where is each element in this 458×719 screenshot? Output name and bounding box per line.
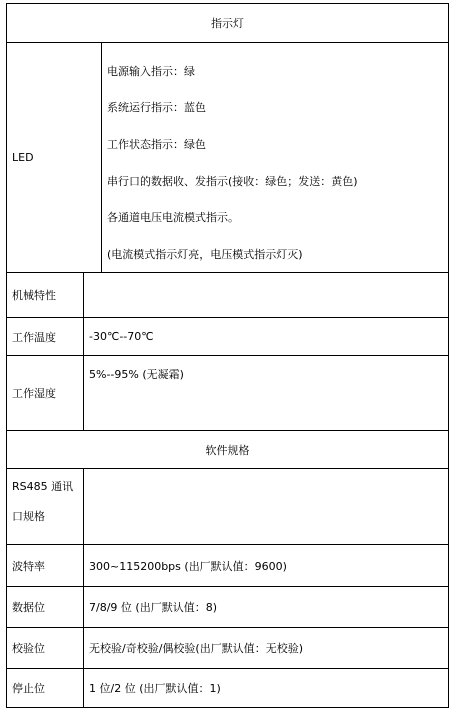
indicator-header-row: [7, 4, 448, 43]
spec-table: [6, 3, 449, 708]
led-label: LED: [7, 43, 102, 272]
stopbits-row: [7, 669, 448, 707]
humidity-value: 5%--95% (无凝霜): [89, 368, 184, 381]
led-channel-indicator: 各通道电压电流模式指示。: [107, 211, 239, 224]
software-section-title: 软件规格: [205, 443, 250, 457]
rs485-value: [84, 469, 448, 544]
led-mode-note: (电流模式指示灯亮，电压模式指示灯灭): [107, 248, 303, 261]
rs485-label-line1: RS485 通讯: [12, 480, 74, 493]
mechanical-row: [7, 273, 448, 318]
databits-label: 数据位: [7, 587, 84, 627]
temperature-row: [7, 318, 448, 356]
temperature-value: -30℃--70℃: [89, 330, 154, 343]
baud-value: 300~115200bps (出厂默认值：9600): [89, 559, 287, 573]
led-value-cell: [102, 43, 448, 272]
mechanical-value: [84, 273, 448, 317]
parity-value: 无校验/奇校验/偶校验(出厂默认值：无校验): [89, 642, 303, 655]
baud-row: [7, 545, 448, 587]
led-power-indicator: 电源输入指示：绿: [107, 65, 195, 78]
baud-label: 波特率: [7, 545, 84, 586]
stopbits-label: 停止位: [7, 669, 84, 707]
rs485-label-line2: 口规格: [12, 510, 45, 523]
humidity-row: [7, 356, 448, 431]
software-header-row: [7, 431, 448, 469]
rs485-row: [7, 469, 448, 545]
stopbits-value: 1 位/2 位 (出厂默认值：1): [89, 682, 221, 695]
databits-value: 7/8/9 位 (出厂默认值：8): [89, 601, 217, 614]
led-status-indicator: 工作状态指示：绿色: [107, 138, 206, 151]
indicator-section-title: 指示灯: [211, 17, 244, 30]
parity-row: [7, 628, 448, 669]
led-row: [7, 43, 448, 273]
databits-row: [7, 587, 448, 628]
parity-label: 校验位: [7, 628, 84, 668]
mechanical-label: 机械特性: [7, 273, 84, 317]
rs485-label: [7, 469, 84, 544]
led-serial-indicator: 串行口的数据收、发指示(接收：绿色；发送：黄色): [107, 175, 358, 188]
temperature-label: 工作温度: [7, 318, 84, 355]
humidity-label: 工作湿度: [7, 356, 84, 430]
led-run-indicator: 系统运行指示：蓝色: [107, 101, 206, 114]
